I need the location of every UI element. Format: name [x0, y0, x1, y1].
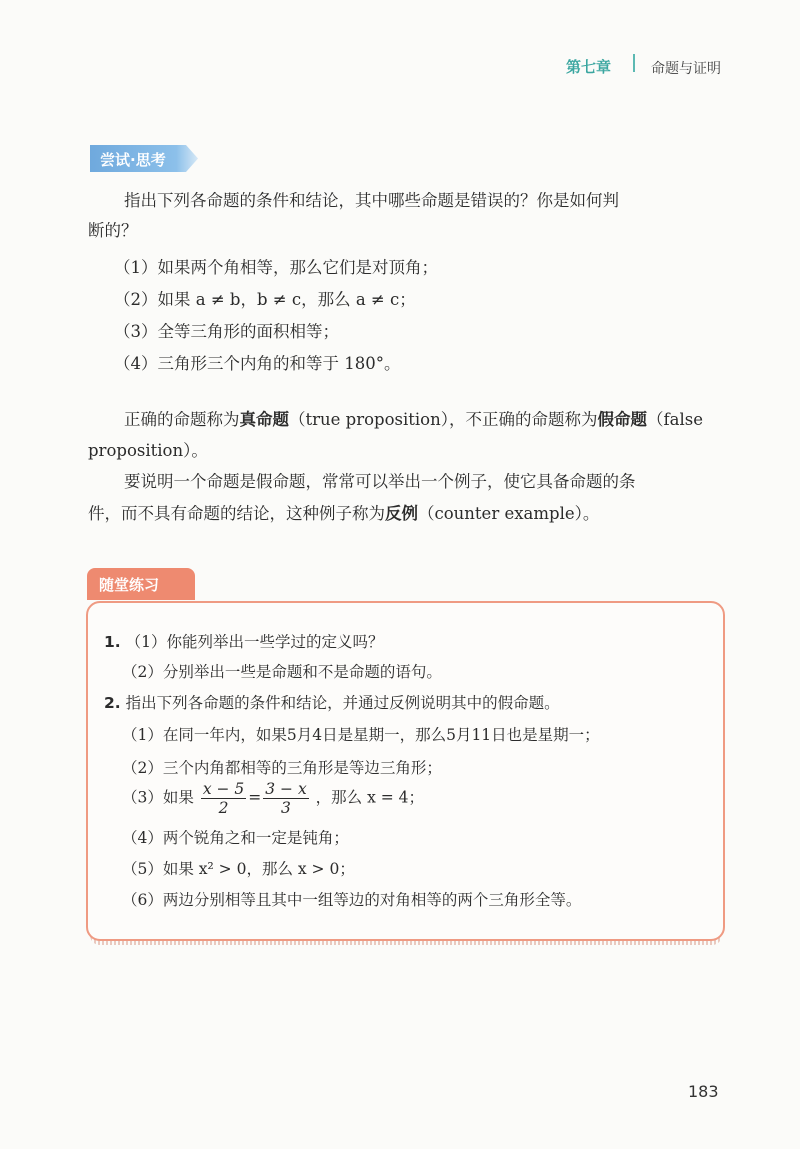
practice-q2-item-4: （4）两个锐角之和一定是钝角； — [122, 829, 349, 847]
item-text: ，那么 x = 4； — [315, 788, 425, 807]
try-think-item-3: （3）全等三角形的面积相等； — [114, 322, 339, 341]
practice-q1-part1: （1）你能列举出一些学过的定义吗？ — [125, 633, 384, 651]
try-think-item-1: （1）如果两个角相等，那么它们是对顶角； — [114, 258, 438, 277]
definition-line4 — [88, 502, 599, 526]
true-proposition-term: 真命题 — [239, 410, 289, 429]
definition-text: （counter example）。 — [418, 504, 600, 523]
definition-line1 — [124, 408, 703, 432]
header-divider — [633, 54, 635, 72]
try-think-intro-line1: 指出下列各命题的条件和结论，其中哪些命题是错误的？你是如何判 — [124, 191, 619, 210]
page-number: 183 — [688, 1082, 719, 1101]
practice-tag-label: 随堂练习 — [99, 576, 160, 594]
question-number: 1. — [104, 633, 121, 651]
practice-q2-item-1: （1）在同一年内，如果5月4日是星期一，那么5月11日也是星期一； — [122, 726, 600, 744]
practice-q2 — [104, 691, 560, 713]
practice-q1 — [104, 630, 384, 652]
fraction-denominator: 3 — [281, 799, 291, 817]
practice-q2-item-3 — [122, 780, 424, 817]
practice-q2-text: 指出下列各命题的条件和结论，并通过反例说明其中的假命题。 — [125, 694, 560, 712]
practice-q2-item-5: （5）如果 x² > 0，那么 x > 0； — [122, 860, 355, 878]
fraction-denominator: 2 — [218, 799, 229, 817]
practice-q2-item-2: （2）三个内角都相等的三角形是等边三角形； — [122, 759, 442, 777]
practice-q2-item-6: （6）两边分别相等且其中一组等边的对角相等的两个三角形全等。 — [122, 891, 582, 909]
fraction-numerator: x − 5 — [202, 780, 245, 798]
equals-sign: = — [248, 788, 262, 807]
try-think-item-4: （4）三角形三个内角的和等于 180°。 — [114, 354, 401, 373]
try-think-item-2: （2）如果 a ≠ b，b ≠ c，那么 a ≠ c； — [114, 290, 416, 309]
chapter-label: 第七章 — [566, 58, 612, 76]
definition-text: 件，而不具有命题的结论，这种例子称为 — [88, 504, 385, 523]
false-proposition-term: 假命题 — [597, 410, 647, 429]
definition-text: （false — [647, 410, 703, 429]
counter-example-term: 反例 — [385, 504, 418, 523]
fraction-2 — [263, 780, 308, 817]
item-text: （3）如果 — [122, 788, 194, 807]
definition-line3: 要说明一个命题是假命题，常常可以举出一个例子，使它具备命题的条 — [124, 472, 636, 491]
definition-text: （true proposition），不正确的命题称为 — [289, 410, 598, 429]
question-number: 2. — [104, 694, 121, 712]
practice-tag — [87, 568, 195, 600]
fraction-1 — [201, 780, 246, 817]
try-think-tag — [90, 145, 198, 172]
definition-line2: proposition）。 — [88, 441, 208, 460]
definition-text: 正确的命题称为 — [124, 410, 240, 429]
chapter-topic: 命题与证明 — [651, 61, 721, 77]
fraction-numerator: 3 − x — [265, 780, 307, 798]
practice-q1-part2: （2）分别举出一些是命题和不是命题的语句。 — [122, 663, 442, 681]
try-think-label: 尝试·思考 — [100, 151, 166, 169]
try-think-intro-line2: 断的？ — [88, 221, 138, 240]
